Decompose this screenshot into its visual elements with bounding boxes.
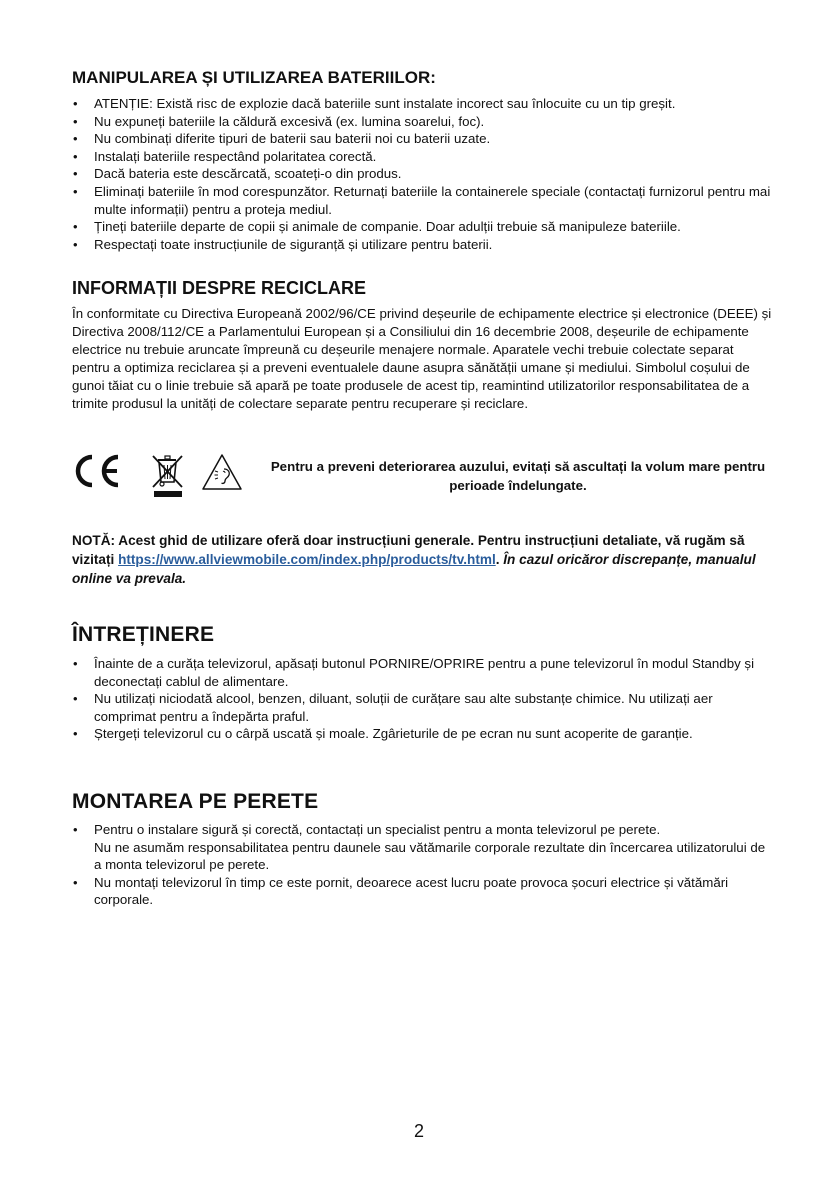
list-item: • Țineți bateriile departe de copii și animale de companie. Doar adulții trebuie să manipuleze bateriile.	[72, 218, 772, 236]
ce-mark-icon	[70, 453, 124, 489]
maintenance-heading: ÎNTREȚINERE	[72, 623, 215, 646]
batteries-heading: MANIPULAREA ȘI UTILIZAREA BATERIILOR:	[72, 68, 436, 87]
list-item: • Nu expuneți bateriile la căldură excesivă (ex. lumina soarelui, foc).	[72, 113, 772, 131]
batteries-list	[72, 95, 772, 253]
products-link[interactable]: https://www.allviewmobile.com/index.php/products/tv.html	[118, 552, 496, 567]
recycling-heading: INFORMAȚII DESPRE RECICLARE	[72, 278, 367, 298]
list-item: • Nu montați televizorul în timp ce este pornit, deoarece acest lucru poate provoca șocuri electrice și vătămări corporale.	[72, 874, 772, 909]
maintenance-list	[72, 655, 772, 743]
list-item: • Nu utilizați niciodată alcool, benzen, diluant, soluții de curățare sau alte substanțe chimice. Nu utilizați aer comprimat pentru a îndepărta praful.	[72, 690, 772, 725]
list-item: • Înainte de a curăța televizorul, apăsați butonul PORNIRE/OPRIRE pentru a pune televizorul în modul Standby și deconectați cablul de alimentare.	[72, 655, 772, 690]
list-item: • Dacă bateria este descărcată, scoateți-o din produs.	[72, 165, 772, 183]
list-item: • Ștergeți televizorul cu o cârpă uscată și moale. Zgârieturile de pe ecran nu sunt acoperite de garanție.	[72, 725, 772, 743]
wall-mount-item-text: Pentru o instalare sigură și corectă, contactați un specialist pentru a monta televizorul pe perete.	[94, 822, 661, 837]
recycling-paragraph: În conformitate cu Directiva Europeană 2002/96/CE privind deșeurile de echipamente electrice și electronice (DEEE) și Directiva 2008/112/CE a Parlamentului European și a Consiliului din 16 decembrie 2008, deșeurile de echipamente electrice nu trebuie aruncate împreună cu deșeurile menajere normale. Aparatele vechi trebuie colectate separat pentru a optimiza reciclarea și a preveni eventualele daune asupra sănătății umane și mediului. Simbolul coșului de gunoi tăiat cu o linie trebuie să apară pe toate produsele de acest tip, reamintind utilizatorilor responsabilitatea de a trimite produsul la unități de colectare separate pentru recuperare și reciclare.	[72, 306, 772, 411]
page-number: 2	[413, 1121, 424, 1141]
note-paragraph	[72, 531, 772, 588]
note-text: NOTĂ: Acest ghid de utilizare oferă doar instrucțiuni generale. Pentru instrucțiuni detaliate, vă rugăm să vizitați	[72, 533, 745, 567]
list-item: • Respectați toate instrucțiunile de siguranță și utilizare pentru baterii.	[72, 236, 772, 254]
list-item: • Instalați bateriile respectând polaritatea corectă.	[72, 148, 772, 166]
wall-mount-heading: MONTAREA PE PERETE	[72, 790, 319, 813]
list-item: • Nu combinați diferite tipuri de baterii sau baterii noi cu baterii uzate.	[72, 130, 772, 148]
crossed-bin-icon	[150, 452, 186, 498]
hearing-warning-text: Pentru a preveni deteriorarea auzului, evitați să ascultați la volum mare pentru perioade îndelungate.	[270, 459, 766, 493]
wall-mount-list	[72, 821, 772, 909]
hearing-warning-icon	[200, 452, 244, 492]
note-dot: .	[495, 552, 504, 567]
list-item: • ATENȚIE: Există risc de explozie dacă bateriile sunt instalate incorect sau înlocuite cu un tip greșit.	[72, 95, 772, 113]
note-italic-text: În cazul oricăror discrepanțe, manualul online va prevala.	[72, 552, 756, 586]
wall-mount-item-text: Nu ne asumăm responsabilitatea pentru daunele sau vătămarile corporale rezultate din încercarea utilizatorului de a monta televizorul pe perete.	[94, 839, 766, 873]
list-item	[72, 821, 772, 874]
list-item: • Eliminați bateriile în mod corespunzător. Returnați bateriile la containerele speciale (contactați furnizorul pentru mai multe informații) pentru a proteja mediul.	[72, 183, 772, 218]
